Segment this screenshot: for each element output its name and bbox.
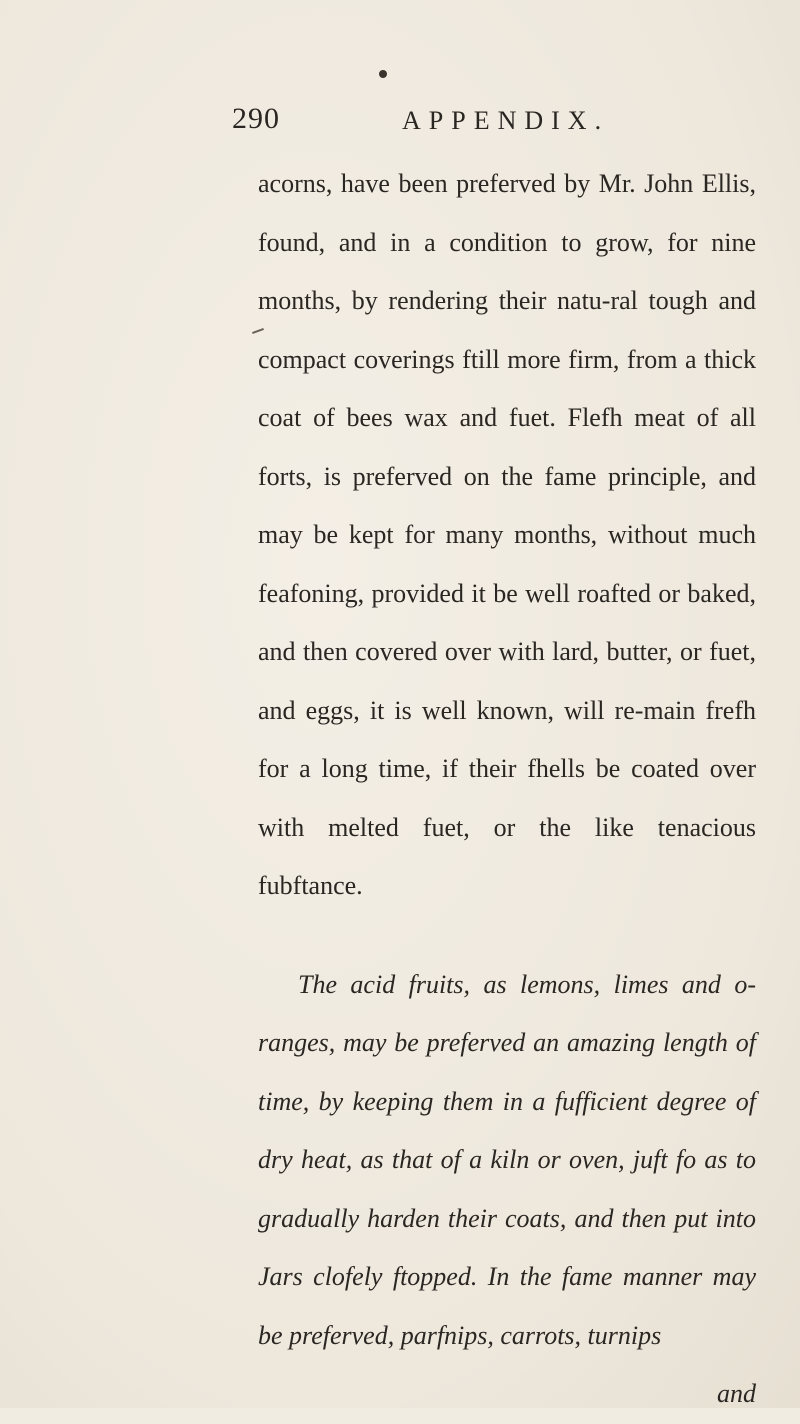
ink-dot <box>379 70 387 78</box>
paragraph-2: The acid fruits, as lemons, limes and o-ranges, may be preferved an amazing length of time, by keeping them in a fufficient degree of dry heat, as that of a kiln or oven, juft fo as to gradually harden their coats, and then put into Jars clofely ftopped. In the fame manner may be preferved, parfnips, carrots, turnips <box>258 969 756 1350</box>
page-number: 290 <box>232 102 280 135</box>
running-head: APPENDIX. <box>402 106 610 135</box>
page-body <box>258 155 756 1424</box>
paragraph-1: acorns, have been preferved by Mr. John Ellis, found, and in a condition to grow, for nine months, by rendering their natu-ral tough and compact coverings ftill more firm, from a thick coat of bees wax and fuet. Flefh meat of all forts, is preferved on the fame principle, and may be kept for many months, without much feafoning, provided it be well roafted or baked, and then covered over with lard, butter, or fuet, and eggs, it is well known, will re-main frefh for a long time, if their fhells be coated over with melted fuet, or the like tenacious fubftance. <box>258 169 756 900</box>
catchword: and <box>717 1379 756 1408</box>
page-header <box>0 102 800 142</box>
